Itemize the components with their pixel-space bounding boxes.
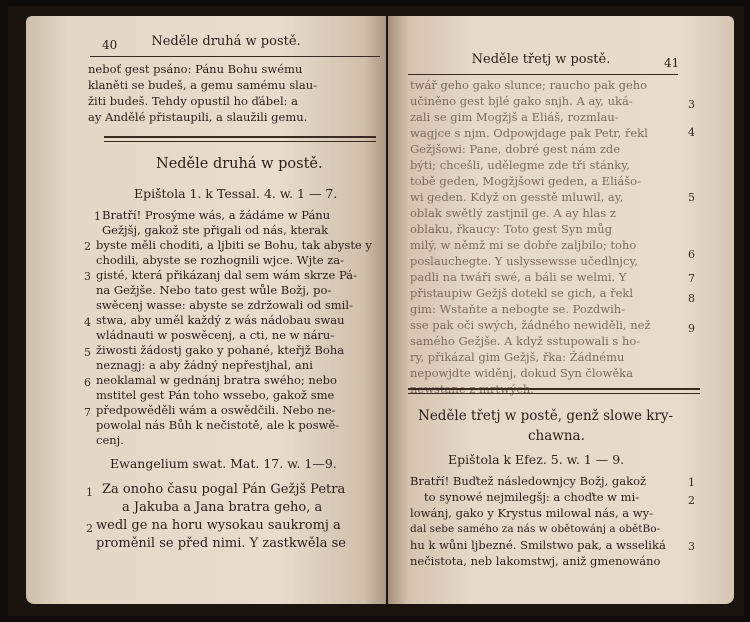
section-rule [104, 136, 376, 138]
verse-number: 4 [84, 316, 91, 329]
text-line: učiněno gest bjlé gako snjh. A ay, uká- [410, 94, 633, 108]
text-line: žiwosti žádostj gako y pohané, kteřjž Boha [96, 343, 345, 357]
text-line: ay Andělé přistaupili, a slaužili gemu. [88, 110, 308, 124]
section-title: Neděle třetj w postě, genž slowe kry- [418, 408, 674, 424]
verse-number: 4 [688, 126, 695, 139]
epistle-heading: Epištola k Efez. 5. w. 1 — 9. [448, 452, 625, 467]
epistle-heading: Epištola 1. k Tessal. 4. w. 1 — 7. [134, 186, 338, 201]
left-page [26, 16, 386, 604]
text-line: twář geho gako slunce; raucho pak geho [410, 78, 648, 92]
text-line: ry, přikázal gim Gežjš, řka: Žádnému [410, 350, 625, 364]
section-title: Neděle druhá w postě. [156, 156, 323, 172]
text-line: nečistota, neb lakomstwj, aniž gmenowáno [410, 554, 661, 568]
text-line: na Gežjše. Nebo tato gest wůle Božj, po- [96, 283, 332, 297]
text-line: wládnauti w poswěcenj, a cti, ne w náru- [96, 328, 335, 342]
header-rule [90, 56, 380, 57]
text-line: Za onoho času pogal Pán Gežjš Petra [102, 482, 346, 497]
verse-number: 8 [688, 292, 695, 305]
section-rule [408, 388, 700, 390]
verse-number: 5 [84, 346, 91, 359]
verse-number: 1 [94, 210, 101, 223]
text-line: proměnil se před nimi. Y zastkwěla se [96, 536, 346, 551]
verse-number: 5 [688, 191, 695, 204]
verse-number: 3 [688, 540, 695, 553]
text-line: sse pak oči swých, žádného newiděli, než [410, 318, 651, 332]
text-line: poslauchegte. Y uslyssewsse učedlnjcy, [410, 254, 639, 268]
text-line: tobě geden, Mogžjšowi geden, a Eliášo- [410, 174, 641, 188]
gospel-heading: Ewangelium swat. Mat. 17. w. 1—9. [110, 456, 337, 471]
text-line: nepowjdte widěnj, dokud Syn člowěka [410, 366, 633, 380]
text-line: swěcenj wasse: abyste se zdržowali od smil- [96, 298, 353, 312]
text-line: gim: Wstaňte a nebogte se. Pozdwih- [410, 302, 626, 316]
text-line: Bratří! Prosýme wás, a žádáme w Pánu [102, 208, 331, 222]
text-line: gisté, která přikázanj dal sem wám skrze Pá- [96, 268, 357, 282]
verse-number: 1 [688, 476, 695, 489]
verse-number: 3 [688, 98, 695, 111]
text-line: neboť gest psáno: Pánu Bohu swému [88, 62, 303, 76]
verse-number: 7 [84, 406, 91, 419]
text-line: powolal nás Bůh k nečistotě, ale k poswě- [96, 418, 340, 432]
text-line: neoklamal w gednánj bratra swého; nebo [96, 373, 337, 387]
text-line: předpowěděli wám a oswědčili. Nebo ne- [96, 403, 336, 417]
text-line: wedl ge na horu wysokau saukromj a [96, 518, 341, 533]
text-line: neznagj: a aby žádný nepřestjhal, ani [96, 358, 313, 372]
text-line: oblaku, řkaucy: Toto gest Syn můg [410, 222, 613, 236]
section-title-cont: chawna. [528, 428, 585, 444]
running-header-left: Neděle druhá w postě. [151, 34, 301, 49]
verse-number: 7 [688, 272, 695, 285]
text-line: wagjce s njm. Odpowjdage pak Petr, řekl [410, 126, 648, 140]
section-rule [104, 141, 376, 142]
verse-number: 6 [688, 248, 695, 261]
text-line: oblak swětlý zastjnil ge. A ay hlas z [410, 206, 616, 220]
verse-number: 9 [688, 322, 695, 335]
text-line: wi geden. Když on gesstě mluwil, ay, [410, 190, 624, 204]
text-line: stwa, aby uměl každý z wás nádobau swau [96, 313, 345, 327]
text-line: býti; chcešli, udělegme zde tři stánky, [410, 158, 630, 172]
text-line: mstitel gest Pán toho wssebo, gakož sme [96, 388, 335, 402]
text-line: Bratří! Buďtež následownjcy Božj, gakož [410, 474, 647, 488]
verse-number: 2 [688, 494, 695, 507]
text-line: zali se gim Mogžjš a Eliáš, rozmlau- [410, 110, 619, 124]
text-line: dal sebe samého za nás w obětowánj a obětBo- [410, 523, 661, 535]
text-line: klaněti se budeš, a gemu samému slau- [88, 78, 317, 92]
page-number-left: 40 [102, 38, 118, 52]
text-line: padli na twáři swé, a báli se welmi. Y [410, 270, 627, 284]
text-line: Gežjšowi: Pane, dobré gest nám zde [410, 142, 621, 156]
text-line: lowánj, gako y Krystus milowal nás, a wy- [410, 506, 654, 520]
page-number-right: 41 [664, 56, 680, 70]
text-line: chodili, abyste se rozhognili wjce. Wjte za- [96, 253, 345, 267]
text-line: hu k wůni ljbezné. Smilstwo pak, a wsseliká [410, 538, 666, 552]
text-line: přistaupiw Gežjš dotekl se gich, a řekl [410, 286, 634, 300]
text-line: milý, w němž mi se dobře zaljbilo; toho [410, 238, 637, 252]
text-line: byste měli choditi, a ljbiti se Bohu, tak abyste y [96, 238, 372, 252]
header-rule [408, 74, 678, 75]
verse-number: 6 [84, 376, 91, 389]
open-book [8, 6, 744, 616]
text-line: žiti budeš. Tehdy opustil ho ďábel: a [88, 94, 299, 108]
verse-number: 2 [84, 240, 91, 253]
verse-number: 2 [86, 522, 93, 535]
section-rule [408, 393, 700, 394]
text-line: Gežjšj, gakož ste přigali od nás, kterak [102, 223, 329, 237]
verse-number: 3 [84, 270, 91, 283]
text-line: to synowé nejmilegšj: a choďte w mi- [424, 490, 640, 504]
running-header-right: Neděle třetj w postě. [471, 52, 611, 67]
verse-number: 1 [86, 486, 93, 499]
text-line: samého Gežjše. A když sstupowali s ho- [410, 334, 641, 348]
text-line: cenj. [96, 433, 124, 447]
text-line: a Jakuba a Jana bratra geho, a [122, 500, 323, 515]
right-page [388, 16, 734, 604]
